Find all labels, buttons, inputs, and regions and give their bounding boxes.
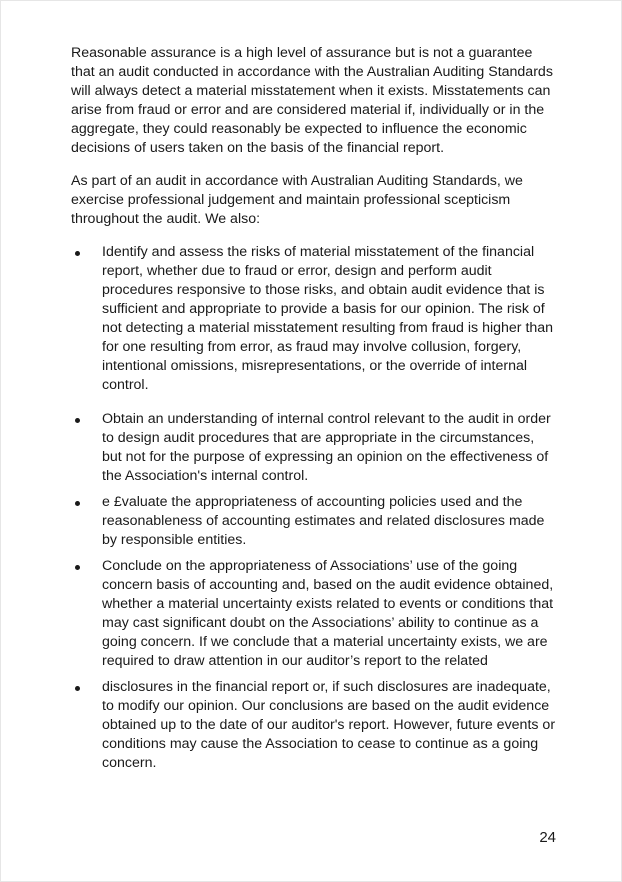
page-content <box>71 44 557 780</box>
list-item <box>71 243 557 395</box>
list-item <box>71 410 557 486</box>
list-item-text: e £valuate the appropriateness of accounting policies used and the reasonableness of accounting estimates and related disclosures made by responsible entities. <box>102 494 545 548</box>
list-item <box>71 678 557 773</box>
bullet-icon <box>75 565 80 570</box>
list-item-text: Identify and assess the risks of material misstatement of the financial report, whether due to fraud or error, design and perform audit procedures responsive to those risks, and obtain audit evidence that is sufficient and appropriate to provide a basis for our opinion. The risk of not detecting a material misstatement resulting from fraud is higher than for one resulting from error, as fraud may involve collusion, forgery, intentional omissions, misrepresentations, or the override of internal control. <box>102 244 554 393</box>
list-item <box>71 557 557 671</box>
audit-scope-paragraph: As part of an audit in accordance with Australian Auditing Standards, we exercise professional judgement and maintain professional scepticism throughout the audit. We also: <box>71 173 523 227</box>
bullet-icon <box>75 501 80 506</box>
list-item-text: Obtain an understanding of internal control relevant to the audit in order to design audit procedures that are appropriate in the circumstances, but not for the purpose of expressing an opinion on the effectiveness of the Association's internal control. <box>102 411 551 484</box>
bullet-icon <box>75 251 80 256</box>
bullet-icon <box>75 686 80 691</box>
audit-procedures-list <box>71 243 557 773</box>
bullet-icon <box>75 418 80 423</box>
list-item-text: disclosures in the financial report or, if such disclosures are inadequate, to modify our opinion. Our conclusions are based on the audit evidence obtained up to the date of our auditor's report. However, future events or conditions may cause the Association to cease to continue as a going concern. <box>102 679 556 771</box>
list-item <box>71 493 557 550</box>
page-number: 24 <box>539 829 556 846</box>
intro-paragraph: Reasonable assurance is a high level of assurance but is not a guarantee that an audit conducted in accordance with the Australian Auditing Standards will always detect a material misstatement when it exists. Misstatements can arise from fraud or error and are considered material if, individually or in the aggregate, they could reasonably be expected to influence the economic decisions of users taken on the basis of the financial report. <box>71 45 553 156</box>
list-item-text: Conclude on the appropriateness of Associations’ use of the going concern basis of accounting and, based on the audit evidence obtained, whether a material uncertainty exists related to events or conditions that may cast significant doubt on the Associations’ ability to continue as a going concern. If we conclude that a material uncertainty exists, we are required to draw attention in our auditor’s report to the related <box>102 558 554 669</box>
